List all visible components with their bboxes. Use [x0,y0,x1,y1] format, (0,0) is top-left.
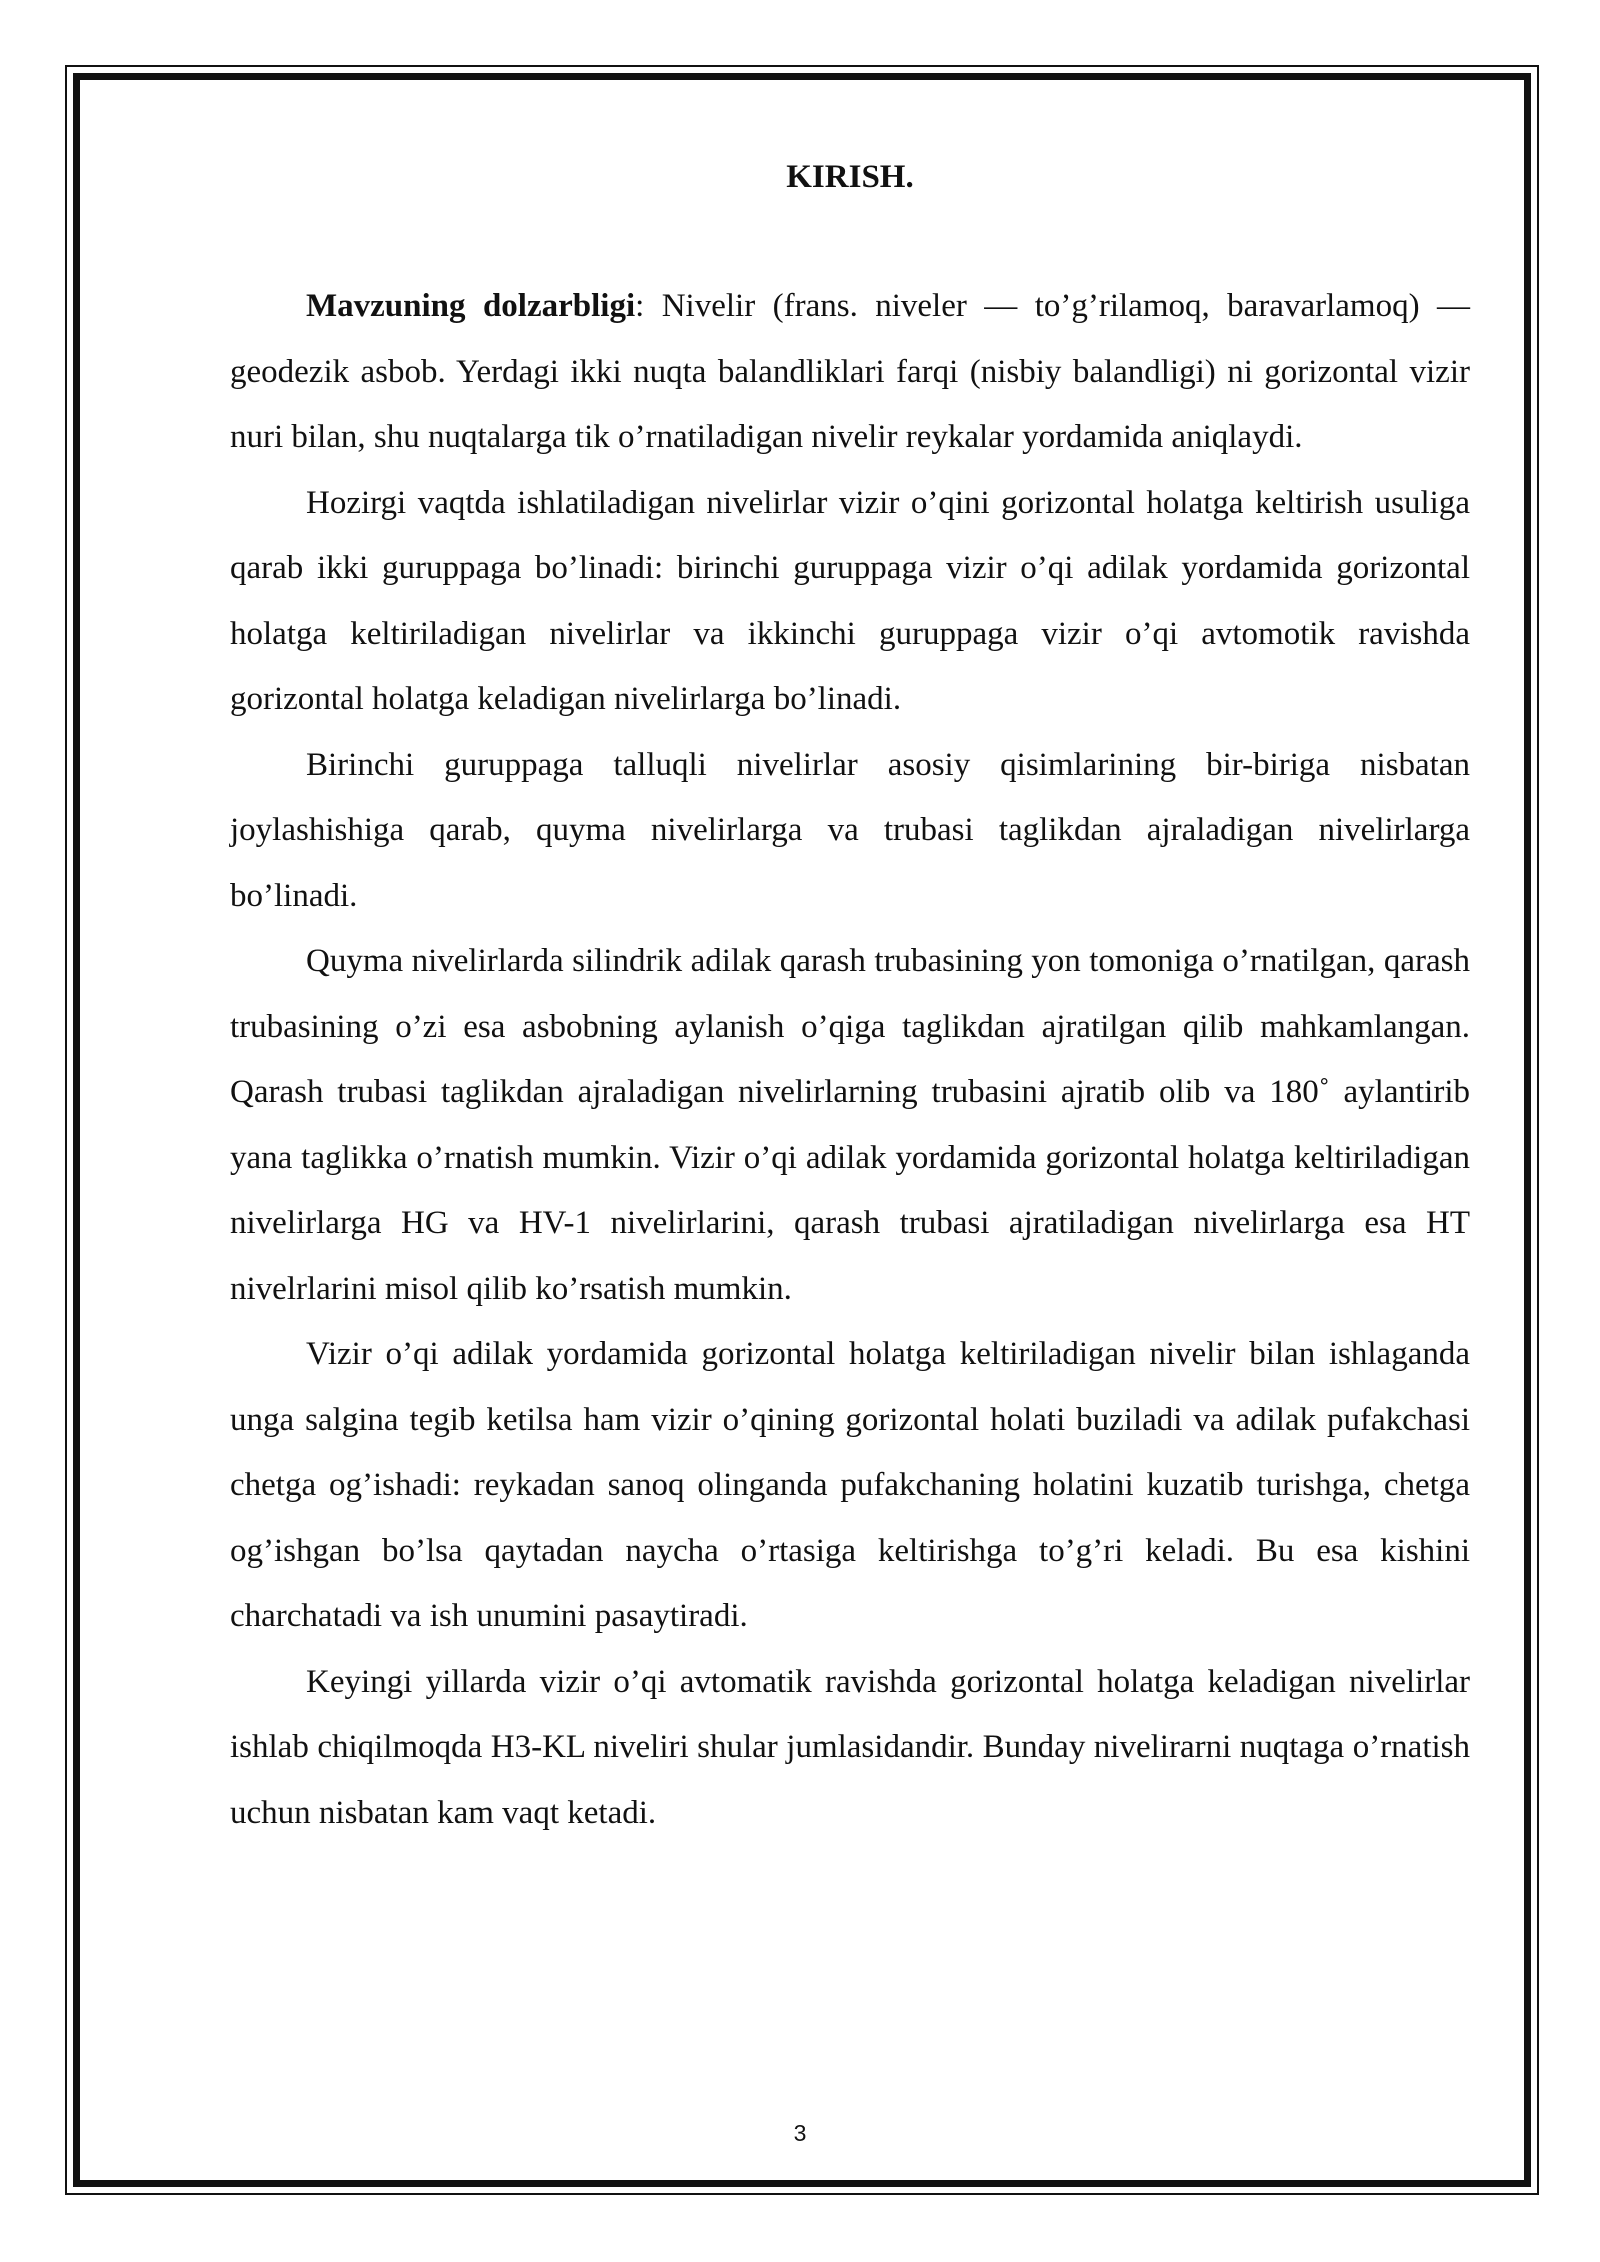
intro-text: : Nivelir (frans. niveler — to’g’rilamoq, baravarlamoq) — geodezik asbob. Yerdagi ikki nuqta balandliklari farqi (nisbiy balandligi) ni gorizontal vizir nuri bilan, shu nuqtalarga tik o’rnatiladigan nivelir reykalar yordamida aniqlaydi. [230,288,1470,455]
document-body [230,150,1470,1846]
paragraph-4: Vizir o’qi adilak yordamida gorizontal holatga keltiriladigan nivelir bilan ishlaganda unga salgina tegib ketilsa ham vizir o’qining gorizontal holati buziladi va adilak pufakchasi chetga og’ishadi: reykadan sanoq olinganda pufakchaning holatini kuzatib turishga, chetga og’ishgan bo’lsa qaytadan naycha o’rtasiga keltirishga to’g’ri keladi. Bu esa kishini charchatadi va ish unumini pasaytiradi. [230,1336,1470,1634]
paragraph-3: Quyma nivelirlarda silindrik adilak qarash trubasining yon tomoniga o’rnatilgan, qarash trubasining o’zi esa asbobning aylanish o’qiga taglikdan ajratilgan qilib mahkamlangan. Qarash trubasi taglikdan ajraladigan nivelirlarning trubasini ajratib olib va 180˚ aylantirib yana taglikka o’rnatish mumkin. Vizir o’qi adilak yordamida gorizontal holatga keltiriladigan nivelirlarga HG va HV-1 nivelirlarini, qarash trubasi ajratiladigan nivelirlarga esa HT nivelrlarini misol qilib ko’rsatish mumkin. [230,943,1470,1307]
paragraph-5: Keyingi yillarda vizir o’qi avtomatik ravishda gorizontal holatga keladigan nivelirlar ishlab chiqilmoqda H3-KL niveliri shular jumlasidandir. Bunday nivelirarni nuqtaga o’rnatish uchun nisbatan kam vaqt ketadi. [230,1663,1470,1831]
section-title: KIRISH. [786,159,914,195]
paragraph-1: Hozirgi vaqtda ishlatiladigan nivelirlar vizir o’qini gorizontal holatga keltirish usuliga qarab ikki guruppaga bo’linadi: birinchi guruppaga vizir o’qi adilak yordamida gorizontal holatga keltiriladigan nivelirlar va ikkinchi guruppaga vizir o’qi avtomotik ravishda gorizontal holatga keladigan nivelirlarga bo’linadi. [230,484,1470,717]
intro-lead: Mavzuning dolzarbligi [306,288,636,324]
paragraph-2: Birinchi guruppaga talluqli nivelirlar asosiy qisimlarining bir-biriga nisbatan joylashishiga qarab, quyma nivelirlarga va trubasi taglikdan ajraladigan nivelirlarga bo’linadi. [230,746,1470,914]
page-number: 3 [793,2120,807,2146]
intro-paragraph [230,274,1470,471]
